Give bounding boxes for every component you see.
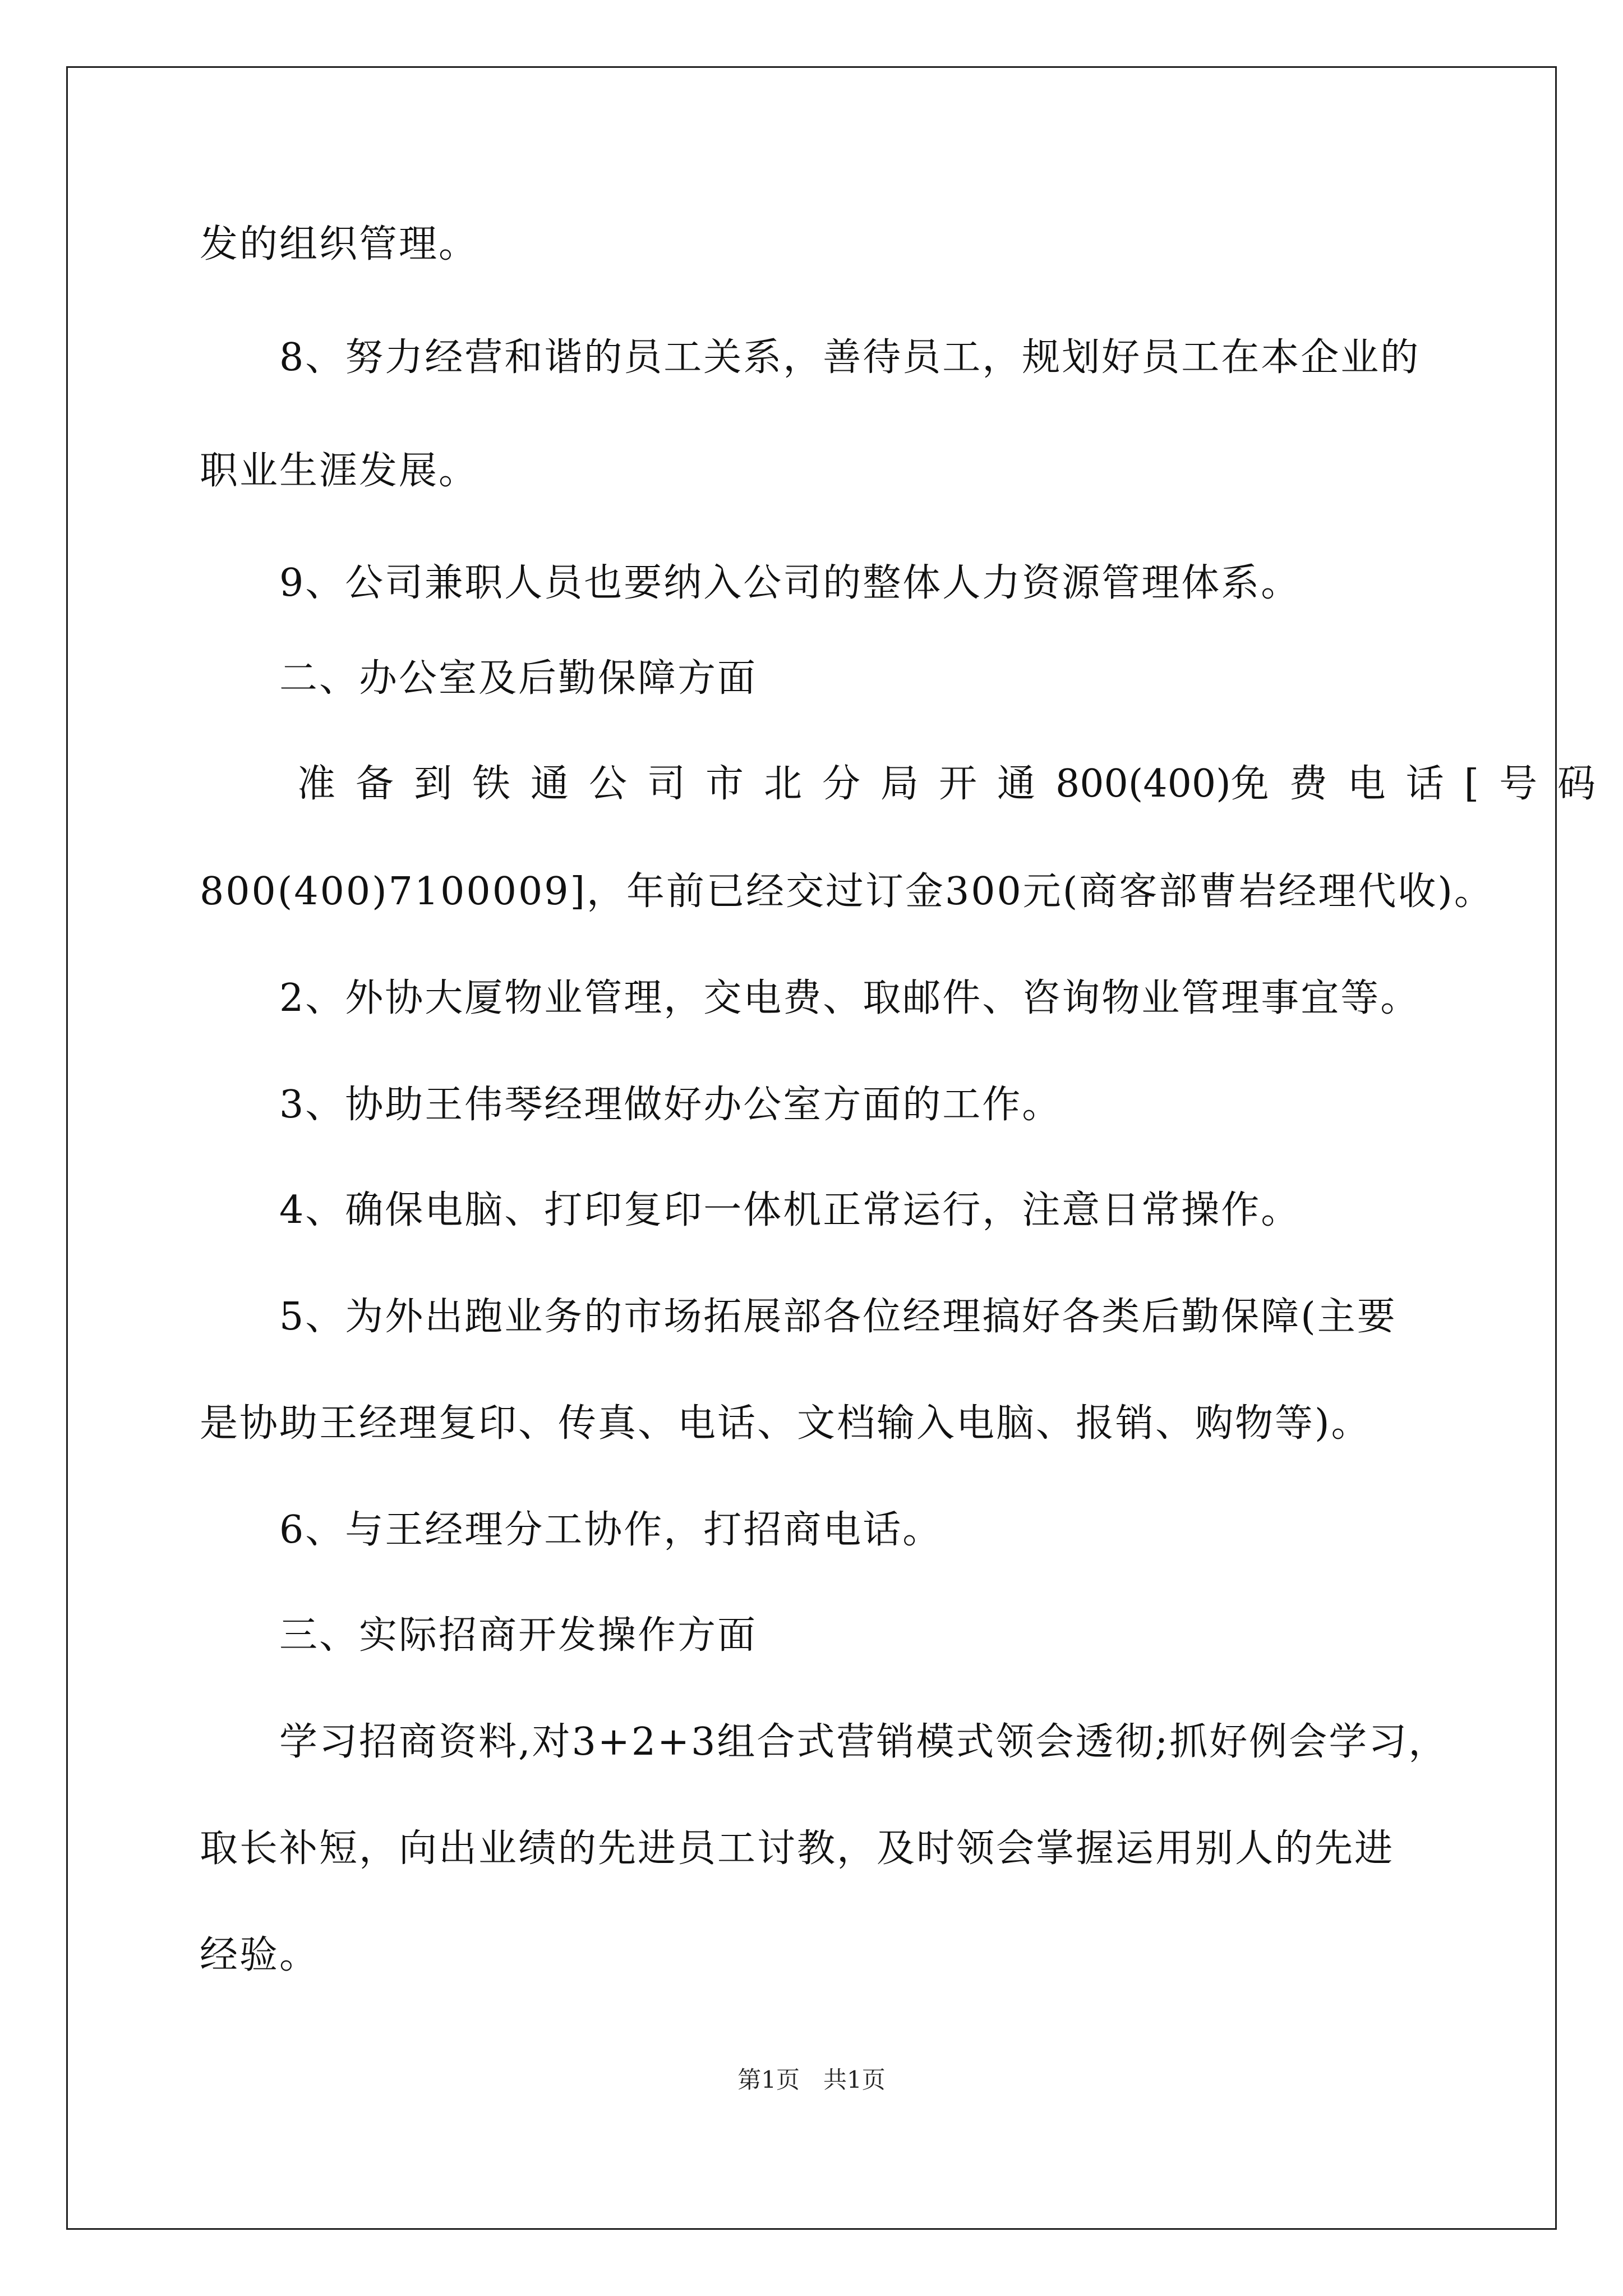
text-line: 3、协助王伟琴经理做好办公室方面的工作。	[279, 1083, 1062, 1127]
text-line: 6、与王经理分工协作，打招商电话。	[279, 1508, 943, 1552]
text-line: 8、努力经营和谐的员工关系，善待员工，规划好员工在本企业的	[279, 335, 1421, 380]
text-line: 发的组织管理。	[200, 222, 479, 266]
text-line: 取长补短，向出业绩的先进员工讨教，及时领会掌握运用别人的先进	[200, 1826, 1395, 1871]
section-heading: 三、实际招商开发操作方面	[279, 1613, 758, 1658]
text-line: 是协助王经理复印、传真、电话、文档输入电脑、报销、购物等)。	[200, 1401, 1371, 1446]
text-line: 2、外协大厦物业管理，交电费、取邮件、咨询物业管理事宜等。	[279, 976, 1421, 1020]
text-line: 800(400)7100009]，年前已经交过订金300元(商客部曹岩经理代收)。	[200, 869, 1494, 914]
text-line: 4、确保电脑、打印复印一体机正常运行，注意日常操作。	[279, 1188, 1301, 1232]
justified-text-line	[297, 756, 1616, 812]
text-line: 9、公司兼职人员也要纳入公司的整体人力资源管理体系。	[279, 561, 1301, 605]
text-line: 学习招商资料,对3+2+3组合式营销模式领会透彻;抓好例会学习，	[279, 1720, 1449, 1764]
text-fragment: 准备到铁通公司市北分局开通	[297, 762, 1056, 806]
text-line: 经验。	[200, 1933, 320, 1977]
page-number-footer: 第1页 共1页	[737, 2066, 886, 2093]
text-line: 职业生涯发展。	[200, 449, 479, 493]
text-fragment: 免费电话[号码	[1230, 762, 1616, 806]
section-heading: 二、办公室及后勤保障方面	[279, 656, 758, 701]
page-border	[66, 66, 1557, 2230]
text-fragment: 800(400)	[1055, 762, 1231, 806]
text-line: 5、为外出跑业务的市场拓展部各位经理搞好各类后勤保障(主要	[279, 1295, 1397, 1339]
